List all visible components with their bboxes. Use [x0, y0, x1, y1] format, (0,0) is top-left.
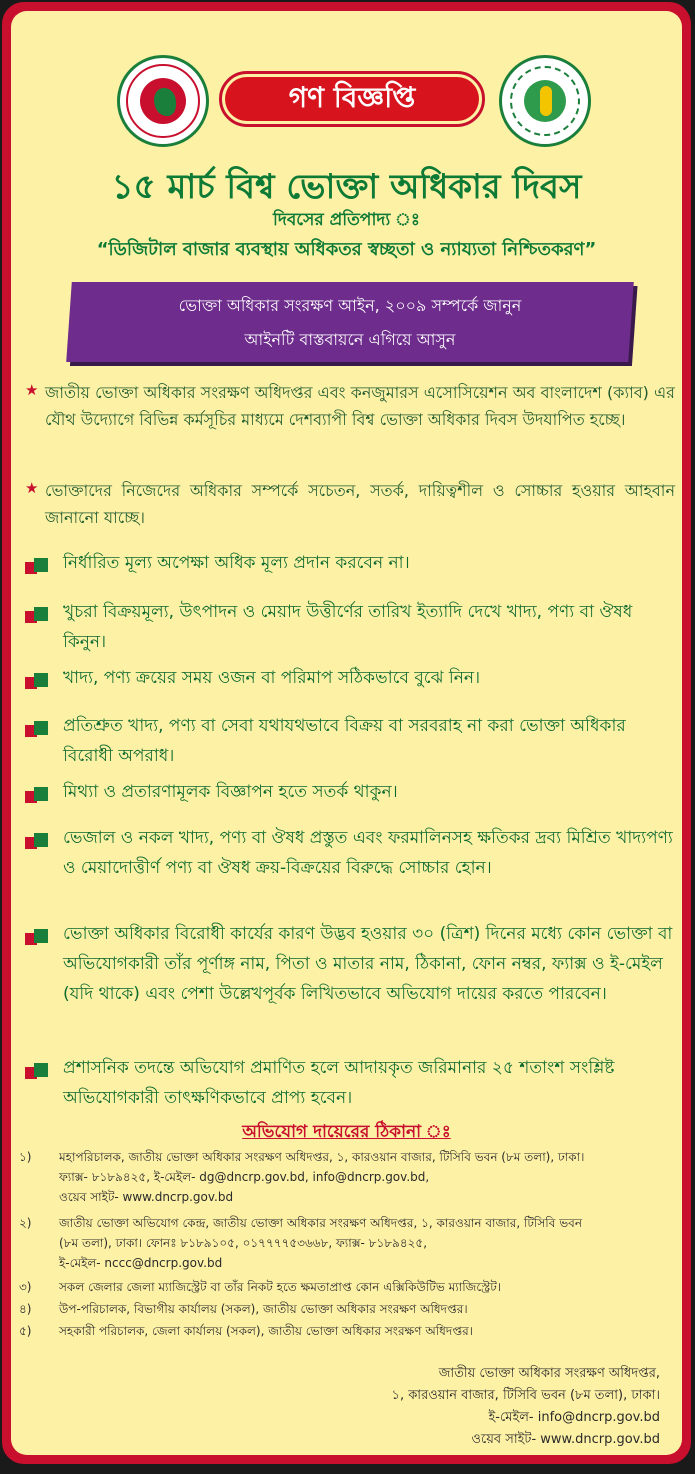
bullet-item-8	[25, 1053, 677, 1113]
square-bullet-icon	[25, 558, 53, 574]
address-line: ই-মেইল- nccc@dncrp.gov.bd	[59, 1256, 223, 1270]
dncrp-logo-icon	[499, 55, 591, 147]
banner-line-1: ভোক্তা অধিকার সংরক্ষণ আইন, ২০০৯ সম্পর্কে জানুন	[178, 296, 522, 315]
footer-line: ১, কারওয়ান বাজার, টিসিবি ভবন (৮ম তলা), ঢাকা।	[391, 1388, 660, 1403]
footer-email: ই-মেইল- info@dncrp.gov.bd	[488, 1410, 660, 1425]
square-bullet-icon	[25, 721, 53, 737]
bullet-text: ভেজাল ও নকল খাদ্য, পণ্য বা ঔষধ প্রস্তুত এবং ফরমালিনসহ ক্ষতিকর দ্রব্য মিশ্রিত খাদ্যপণ্য ও মেয়াদোত্তীর্ণ পণ্য বা ঔষধ ক্রয়-বিক্রয়ের বিরুদ্ধে সোচ্চার হোন।	[63, 828, 673, 878]
address-number: ৫)	[19, 1324, 32, 1338]
banner	[69, 289, 631, 357]
address-line: জাতীয় ভোক্তা অভিযোগ কেন্দ্র, জাতীয় ভোক্তা অধিকার সংরক্ষণ অধিদপ্তর, ১, কারওয়ান বাজার, টিসিবি ভবন	[59, 1216, 582, 1230]
address-line: ওয়েব সাইট- www.dncrp.gov.bd	[59, 1190, 234, 1204]
star-icon: ★	[25, 479, 39, 497]
bullet-item-5	[25, 777, 677, 807]
address-item-2	[19, 1213, 679, 1273]
address-line: উপ-পরিচালক, বিভাগীয় কার্যালয় (সকল), জাতীয় ভোক্তা অধিকার সংরক্ষণ অধিদপ্তর।	[59, 1302, 468, 1316]
square-bullet-icon	[25, 673, 53, 689]
bullet-item-3	[25, 663, 677, 693]
bullet-text: নির্ধারিত মূল্য অপেক্ষা অধিক মূল্য প্রদান করবেন না।	[63, 553, 410, 573]
address-line: ফ্যাক্স- ৮১৮৯৪২৫, ই-মেইল- dg@dncrp.gov.bd, info@dncrp.gov.bd,	[59, 1170, 430, 1184]
bullet-text: খাদ্য, পণ্য ক্রয়ের সময় ওজন বা পরিমাপ সঠিকভাবে বুঝে নিন।	[63, 668, 481, 688]
bullet-text: প্রতিশ্রুত খাদ্য, পণ্য বা সেবা যথাযথভাবে বিক্রয় বা সরবরাহ না করা ভোক্তা অধিকার বিরোধী অপরাধ।	[63, 716, 626, 766]
bullet-text: ভোক্তা অধিকার বিরোধী কার্যের কারণ উদ্ভব হওয়ার ৩০ (ত্রিশ) দিনের মধ্যে কোন ভোক্তা বা অভিযোগকারী তাঁর পূর্ণাঙ্গ নাম, পিতা ও মাতার নাম, ঠিকানা, ফোন নম্বর, ফ্যাক্স ও ই-মেইল (যদি থাকে) এবং পেশা উল্লেখপূর্বক লিখিতভাবে অভিযোগ দায়ের করতে পারবেন।	[63, 924, 673, 1004]
address-number: ৩)	[19, 1280, 32, 1294]
address-item-1	[19, 1147, 679, 1207]
bullet-item-6	[25, 823, 677, 883]
bullet-text: প্রশাসনিক তদন্তে অভিযোগ প্রমাণিত হলে আদায়কৃত জরিমানার ২৫ শতাংশ সংশ্লিষ্ট অভিযোগকারী তাৎক্ষণিকভাবে প্রাপ্য হবেন।	[63, 1058, 615, 1108]
square-bullet-icon	[25, 607, 53, 623]
address-line: সকল জেলার জেলা ম্যাজিস্ট্রেট বা তাঁর নিকট হতে ক্ষমতাপ্রাপ্ত কোন এক্সিকিউটিভ ম্যাজিস্ট্রেট।	[59, 1280, 502, 1294]
square-bullet-icon	[25, 1063, 53, 1079]
square-bullet-icon	[25, 929, 53, 945]
bullet-item-4	[25, 711, 677, 771]
bullet-item-2	[25, 597, 677, 657]
bullet-text: খুচরা বিক্রয়মূল্য, উৎপাদন ও মেয়াদ উত্তীর্ণের তারিখ ইত্যাদি দেখে খাদ্য, পণ্য বা ঔষধ কিনুন।	[63, 602, 633, 652]
bullet-item-1	[25, 548, 677, 578]
notice-title: গণ বিজ্ঞপ্তি	[225, 77, 479, 121]
address-number: ৪)	[19, 1302, 32, 1316]
theme-label: দিবসের প্রতিপাদ্য ঃ	[273, 210, 420, 230]
address-line: (৮ম তলা), ঢাকা। ফোনঃ ৮১৮৯১০৫, ০১৭৭৭৭৫৩৬৬৮, ফ্যাক্স- ৮১৮৯৪২৫,	[59, 1236, 428, 1250]
address-item-4	[19, 1299, 679, 1319]
main-title: ১৫ মার্চ বিশ্ব ভোক্তা অধিকার দিবস	[111, 167, 582, 207]
star-icon: ★	[25, 381, 39, 399]
banner-line-2: আইনটি বাস্তবায়নে এগিয়ে আসুন	[244, 330, 456, 349]
bullet-text: মিথ্যা ও প্রতারণামূলক বিজ্ঞাপন হতে সতর্ক থাকুন।	[63, 782, 398, 802]
poster-border	[2, 2, 691, 1464]
address-heading: অভিযোগ দায়েরের ঠিকানা ঃ	[242, 1122, 451, 1142]
address-item-3	[19, 1277, 679, 1297]
poster-body	[11, 11, 682, 1455]
address-number: ১)	[19, 1150, 32, 1164]
government-seal-icon	[117, 55, 209, 147]
theme-text: “ডিজিটাল বাজার ব্যবস্থায় অধিকতর স্বচ্ছতা ও ন্যায্যতা নিশ্চিতকরণ”	[96, 239, 597, 260]
bullet-item-7	[25, 919, 677, 1009]
notice-title-pill	[219, 71, 485, 127]
address-line: মহাপরিচালক, জাতীয় ভোক্তা অধিকার সংরক্ষণ অধিদপ্তর, ১, কারওয়ান বাজার, টিসিবি ভবন (৮ম তলা), ঢাকা।	[59, 1150, 585, 1164]
star-point-1	[25, 379, 675, 433]
address-number: ২)	[19, 1216, 32, 1230]
footer-line: জাতীয় ভোক্তা অধিকার সংরক্ষণ অধিদপ্তর,	[438, 1366, 660, 1381]
star-point-text: জাতীয় ভোক্তা অধিকার সংরক্ষণ অধিদপ্তর এবং কনজুমারস এসোসিয়েশন অব বাংলাদেশ (ক্যাব) এর যৌথ উদ্যোগে বিভিন্ন কর্মসূচির মাধ্যমে দেশব্যাপী বিশ্ব ভোক্তা অধিকার দিবস উদযাপিত হচ্ছে।	[45, 383, 675, 429]
address-line: সহকারী পরিচালক, জেলা কার্যালয় (সকল), জাতীয় ভোক্তা অধিকার সংরক্ষণ অধিদপ্তর।	[59, 1324, 473, 1338]
square-bullet-icon	[25, 787, 53, 803]
footer-website: ওয়েব সাইট- www.dncrp.gov.bd	[471, 1432, 660, 1447]
footer-address	[260, 1363, 660, 1451]
star-point-text: ভোক্তাদের নিজেদের অধিকার সম্পর্কে সচেতন, সতর্ক, দায়িত্বশীল ও সোচ্চার হওয়ার আহবান জানানো যাচ্ছে।	[45, 481, 675, 527]
star-point-2	[25, 477, 675, 531]
address-item-5	[19, 1321, 679, 1341]
square-bullet-icon	[25, 833, 53, 849]
